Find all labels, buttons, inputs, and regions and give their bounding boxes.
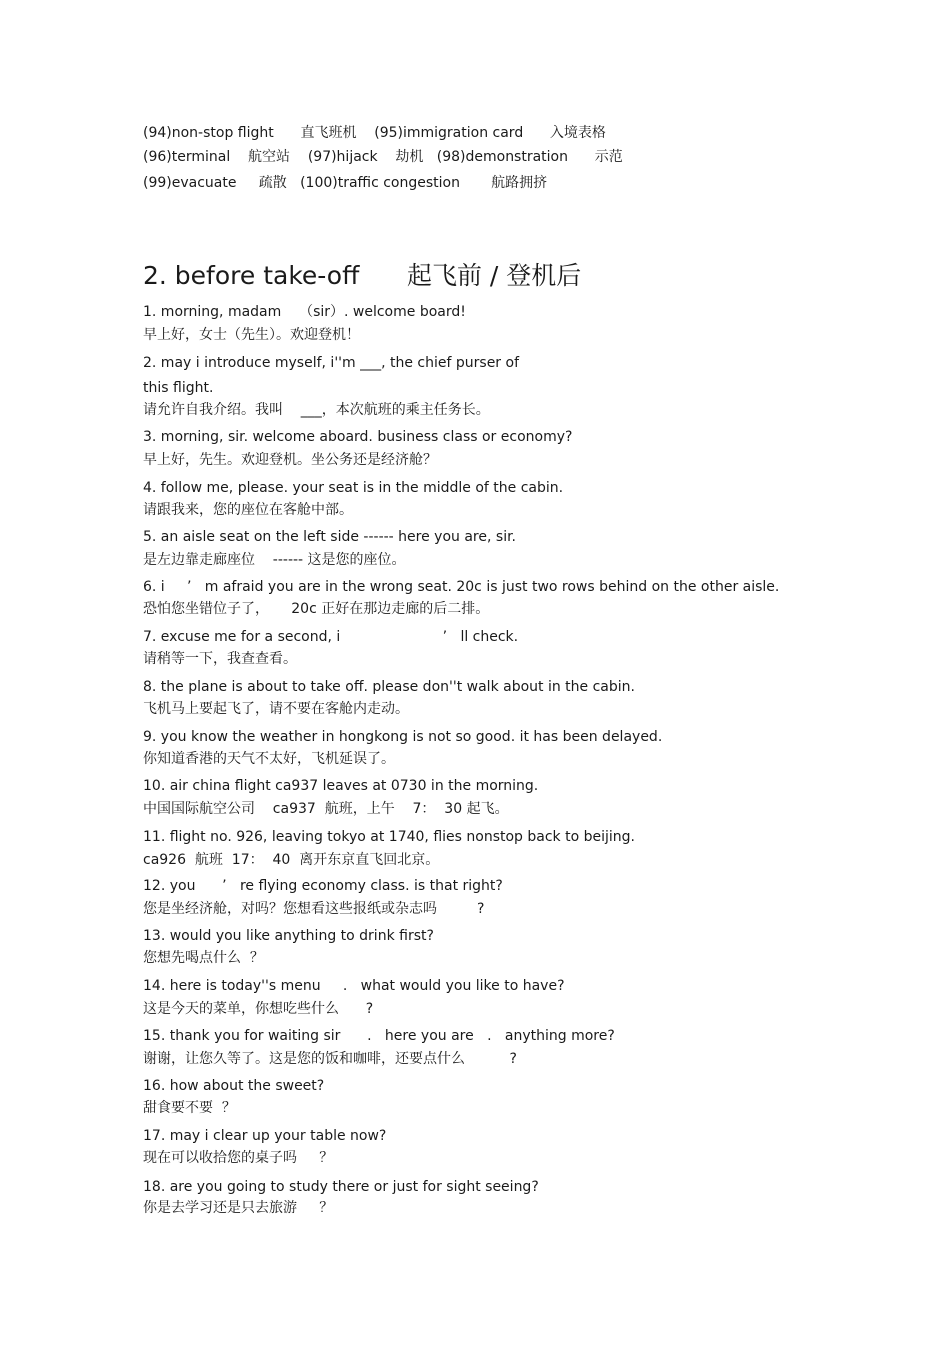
english-sentence: 18. are you going to study there or just for sight seeing?	[143, 1179, 539, 1195]
chinese-translation: 请允许自我介绍。我叫 ___，本次航班的乘主任务长。	[143, 402, 490, 418]
english-sentence: 11. flight no. 926, leaving tokyo at 1740, flies nonstop back to beijing.	[143, 829, 635, 845]
english-sentence: 5. an aisle seat on the left side ------ here you are, sir.	[143, 529, 517, 545]
english-sentence: 3. morning, sir. welcome aboard. business class or economy?	[143, 429, 573, 445]
english-sentence: 9. you know the weather in hongkong is not so good. it has been delayed.	[143, 729, 663, 745]
chinese-translation: 你是去学习还是只去旅游 ？	[143, 1200, 334, 1216]
english-sentence: this flight.	[143, 380, 214, 396]
vocab-line: (99)evacuate 疏散 (100)traffic congestion 航路拥挤	[143, 175, 548, 191]
chinese-translation: 请稍等一下，我查查看。	[143, 651, 297, 667]
chinese-translation: 你知道香港的天气不太好，飞机延误了。	[143, 751, 395, 767]
english-sentence: 6. i ’ m afraid you are in the wrong seat. 20c is just two rows behind on the other aisle.	[143, 579, 780, 595]
chinese-translation: 中国国际航空公司 ca937 航班，上午 7： 30 起飞。	[143, 801, 509, 817]
chinese-translation: 谢谢，让您久等了。这是您的饭和咖啡，还要点什么 ?	[143, 1051, 517, 1067]
chinese-translation: 恐怕您坐错位子了， 20c 正好在那边走廊的后二排。	[143, 601, 490, 617]
english-sentence: 12. you ’ re flying economy class. is that right?	[143, 878, 503, 894]
chinese-translation: 甜食要不要 ？	[143, 1100, 236, 1116]
english-sentence: 4. follow me, please. your seat is in the middle of the cabin.	[143, 480, 564, 496]
chinese-translation: 您是坐经济舱，对吗？您想看这些报纸或杂志吗 ?	[143, 901, 485, 917]
english-sentence: 7. excuse me for a second, i ’ ll check.	[143, 629, 519, 645]
english-sentence: 14. here is today''s menu . what would you like to have?	[143, 978, 565, 994]
english-sentence: 2. may i introduce myself, i''m ___, the chief purser of	[143, 355, 520, 371]
english-sentence: 15. thank you for waiting sir . here you are . anything more?	[143, 1028, 615, 1044]
chinese-translation: 飞机马上要起飞了，请不要在客舱内走动。	[143, 701, 409, 717]
english-sentence: 10. air china flight ca937 leaves at 0730 in the morning.	[143, 778, 539, 794]
english-sentence: 8. the plane is about to take off. please don''t walk about in the cabin.	[143, 679, 635, 695]
chinese-translation: 早上好，女士（先生）。欢迎登机！	[143, 327, 360, 343]
vocab-line: (96)terminal 航空站 (97)hijack 劫机 (98)demonstration 示范	[143, 149, 623, 165]
english-sentence: 16. how about the sweet?	[143, 1078, 325, 1094]
chinese-translation: 是左边靠走廊座位 ------ 这是您的座位。	[143, 552, 406, 568]
chinese-translation: ca926 航班 17： 40 离开东京直飞回北京。	[143, 852, 440, 868]
english-sentence: 17. may i clear up your table now?	[143, 1128, 387, 1144]
chinese-translation: 现在可以收拾您的桌子吗 ？	[143, 1150, 334, 1166]
vocab-line: (94)non-stop flight 直飞班机 (95)immigration card 入境表格	[143, 125, 606, 141]
chinese-translation: 请跟我来，您的座位在客舱中部。	[143, 502, 353, 518]
english-sentence: 13. would you like anything to drink first?	[143, 928, 434, 944]
chinese-translation: 您想先喝点什么 ？	[143, 950, 264, 966]
section-title: 2. before take-off 起飞前 / 登机后	[143, 261, 582, 290]
chinese-translation: 这是今天的菜单，你想吃些什么 ?	[143, 1001, 374, 1017]
chinese-translation: 早上好，先生。欢迎登机。坐公务还是经济舱？	[143, 452, 437, 468]
english-sentence: 1. morning, madam （sir）. welcome board!	[143, 304, 466, 320]
